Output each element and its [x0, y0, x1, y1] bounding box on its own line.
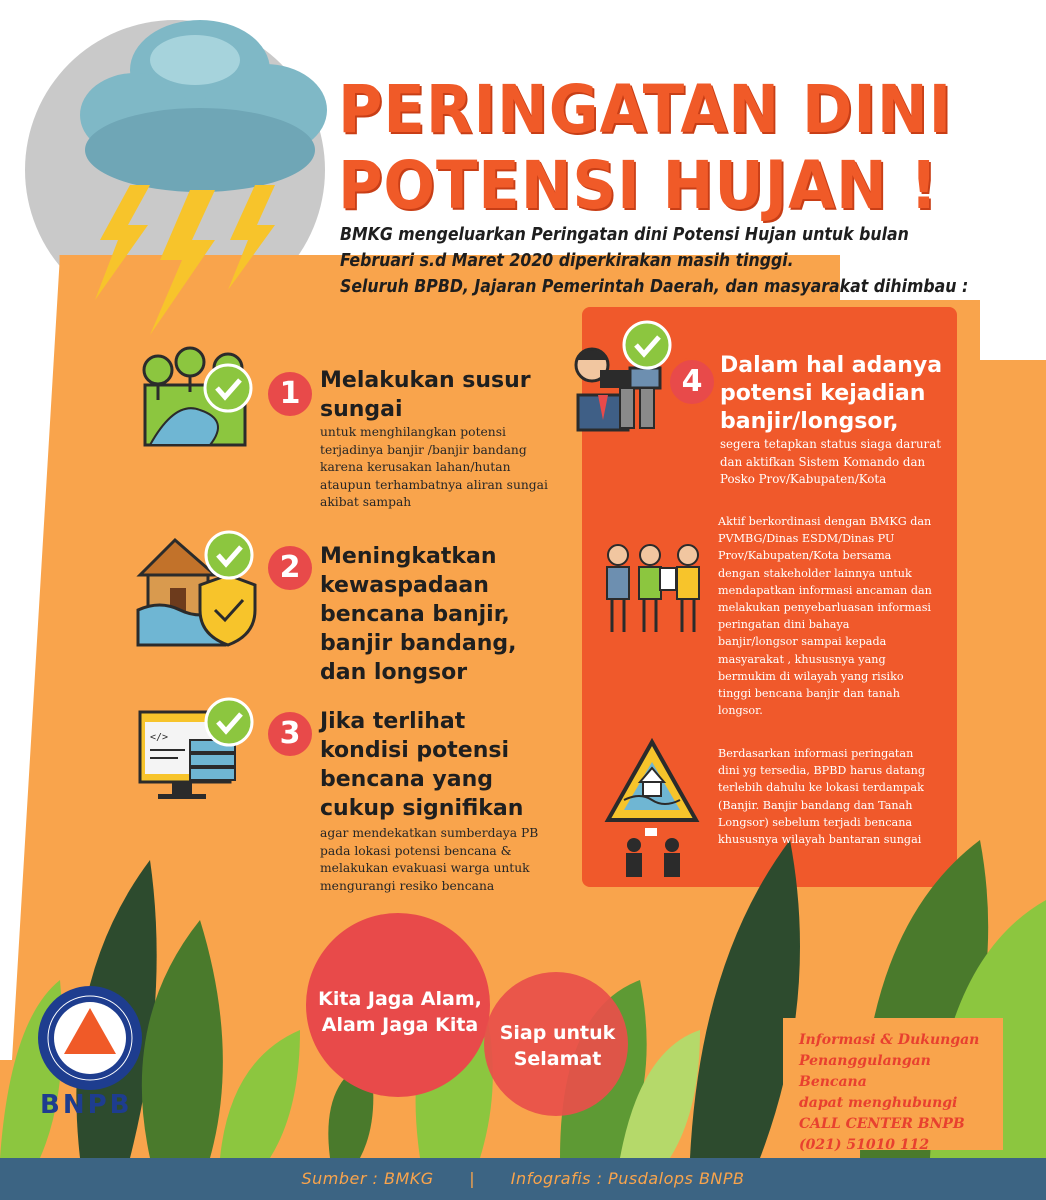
- intro-line-2: Februari s.d Maret 2020 diperkirakan masih tinggi.: [340, 251, 794, 271]
- step-4-title-line: banjir/longsor,: [720, 409, 899, 434]
- slogan-line: Selamat: [513, 1048, 602, 1070]
- footer-credits: [0, 1158, 1046, 1200]
- step-1-title: [320, 366, 570, 424]
- step-2-title-line: bencana banjir,: [320, 602, 510, 627]
- bnpb-logo-text: BNPB: [40, 1090, 133, 1120]
- step-3-title-line: bencana yang: [320, 767, 493, 792]
- step-3-title-line: Jika terlihat: [320, 709, 466, 734]
- step-number-3: 3: [268, 712, 312, 756]
- info-line: CALL CENTER BNPB: [799, 1116, 965, 1132]
- title-line-2: POTENSI HUJAN !: [338, 147, 939, 224]
- step-3-title-line: kondisi potensi: [320, 738, 509, 763]
- paragraph-line: Prov/Kabupaten/Kota bersama: [718, 549, 892, 563]
- slogan-line: Siap untuk: [499, 1022, 616, 1044]
- step-4-description: [720, 436, 955, 489]
- check-icon: [206, 699, 252, 745]
- slogan-right: [490, 1020, 625, 1072]
- step-3-description: [320, 825, 580, 895]
- slogan-line: Alam Jaga Kita: [321, 1014, 479, 1036]
- step-1-desc-line: akibat sampah: [320, 495, 412, 509]
- svg-text:</>: </>: [150, 732, 169, 743]
- step-4-title-line: potensi kejadian: [720, 381, 926, 406]
- step-1-title-line: sungai: [320, 397, 403, 422]
- paragraph-line: Longsor) sebelum terjadi bencana: [718, 815, 913, 829]
- info-line: Informasi & Dukungan: [799, 1032, 980, 1048]
- paragraph-line: khususnya wilayah bantaran sungai: [718, 833, 922, 847]
- paragraph-line: banjir/longsor sampai kepada: [718, 635, 887, 649]
- slogan-line: Kita Jaga Alam,: [318, 988, 482, 1010]
- step-2-title-line: kewaspadaan: [320, 573, 489, 598]
- step-number-2: 2: [268, 546, 312, 590]
- field-action-paragraph: [718, 745, 953, 848]
- step-2-title-line: dan longsor: [320, 660, 468, 685]
- paragraph-line: dengan stakeholder lainnya untuk: [718, 566, 912, 580]
- step-3-desc-line: agar mendekatkan sumberdaya PB: [320, 826, 539, 840]
- step-4-desc-line: Posko Prov/Kabupaten/Kota: [720, 472, 887, 486]
- info-line: (021) 51010 112: [799, 1137, 930, 1153]
- paragraph-line: mendapatkan informasi ancaman dan: [718, 583, 932, 597]
- paragraph-line: bermukim di wilayah yang risiko: [718, 669, 904, 683]
- paragraph-line: masyarakat , khususnya yang: [718, 652, 886, 666]
- intro-line-3: Seluruh BPBD, Jajaran Pemerintah Daerah, dan masyarakat dihimbau :: [340, 277, 969, 297]
- info-line: Penanggulangan Bencana: [799, 1053, 931, 1090]
- paragraph-line: longsor.: [718, 704, 763, 718]
- step-1-desc-line: ataupun terhambatnya aliran sungai: [320, 477, 548, 492]
- paragraph-line: Berdasarkan informasi peringatan: [718, 747, 914, 760]
- paragraph-line: PVMBG/Dinas ESDM/Dinas PU: [718, 532, 895, 546]
- step-number-4: 4: [668, 358, 716, 406]
- footer-credit: Infografis : Pusdalops BNPB: [510, 1169, 745, 1188]
- step-1-title-line: Melakukan susur: [320, 368, 531, 393]
- paragraph-line: tinggi bencana banjir dan tanah: [718, 687, 900, 701]
- footer-source: Sumber : BMKG: [301, 1169, 434, 1188]
- paragraph-line: terlebih dahulu ke lokasi terdampak: [718, 781, 924, 795]
- step-2-title-line: Meningkatkan: [320, 544, 497, 569]
- intro-line-1: BMKG mengeluarkan Peringatan dini Potensi Hujan untuk bulan: [340, 225, 909, 245]
- step-1-desc-line: untuk menghilangkan potensi: [320, 425, 506, 439]
- step-4-desc-line: segera tetapkan status siaga darurat: [720, 437, 941, 451]
- step-4-desc-line: dan aktifkan Sistem Komando dan: [720, 454, 926, 469]
- page-title: [338, 72, 982, 224]
- step-2-title-line: banjir bandang,: [320, 631, 517, 656]
- step-3-title: [320, 707, 580, 823]
- step-3-title-line: cukup signifikan: [320, 796, 524, 821]
- title-line-1: PERINGATAN DINI: [338, 71, 953, 148]
- paragraph-line: Aktif berkordinasi dengan BMKG dan: [718, 515, 932, 528]
- footer-separator: |: [469, 1169, 476, 1188]
- slogan-left: [310, 986, 490, 1038]
- check-icon: [206, 532, 252, 578]
- step-number-1: 1: [268, 372, 312, 416]
- intro-text: [340, 222, 969, 300]
- coordination-paragraph: [718, 513, 953, 719]
- paragraph-line: peringatan dini bahaya: [718, 618, 850, 632]
- step-3-desc-line: melakukan evakuasi warga untuk: [320, 861, 530, 875]
- paragraph-line: melakukan penyebarluasan informasi: [718, 601, 932, 615]
- paragraph-line: (Banjir. Banjir bandang dan Tanah: [718, 798, 913, 812]
- step-1-desc-line: karena kerusakan lahan/hutan: [320, 460, 511, 474]
- check-icon: [205, 365, 251, 411]
- call-center-info-box: [783, 1018, 1003, 1153]
- bnpb-logo-icon: [38, 986, 142, 1090]
- step-1-desc-line: terjadinya banjir /banjir bandang: [320, 442, 527, 457]
- step-3-desc-line: mengurangi resiko bencana: [320, 878, 495, 893]
- step-4-title-line: Dalam hal adanya: [720, 353, 943, 378]
- check-icon: [624, 322, 670, 368]
- step-2-title: [320, 542, 580, 687]
- info-line: dapat menghubungi: [799, 1095, 958, 1111]
- paragraph-line: dini yg tersedia, BPBD harus datang: [718, 764, 926, 778]
- step-4-title: [720, 352, 950, 436]
- step-3-desc-line: pada lokasi potensi bencana &: [320, 843, 512, 858]
- step-1-description: [320, 424, 580, 512]
